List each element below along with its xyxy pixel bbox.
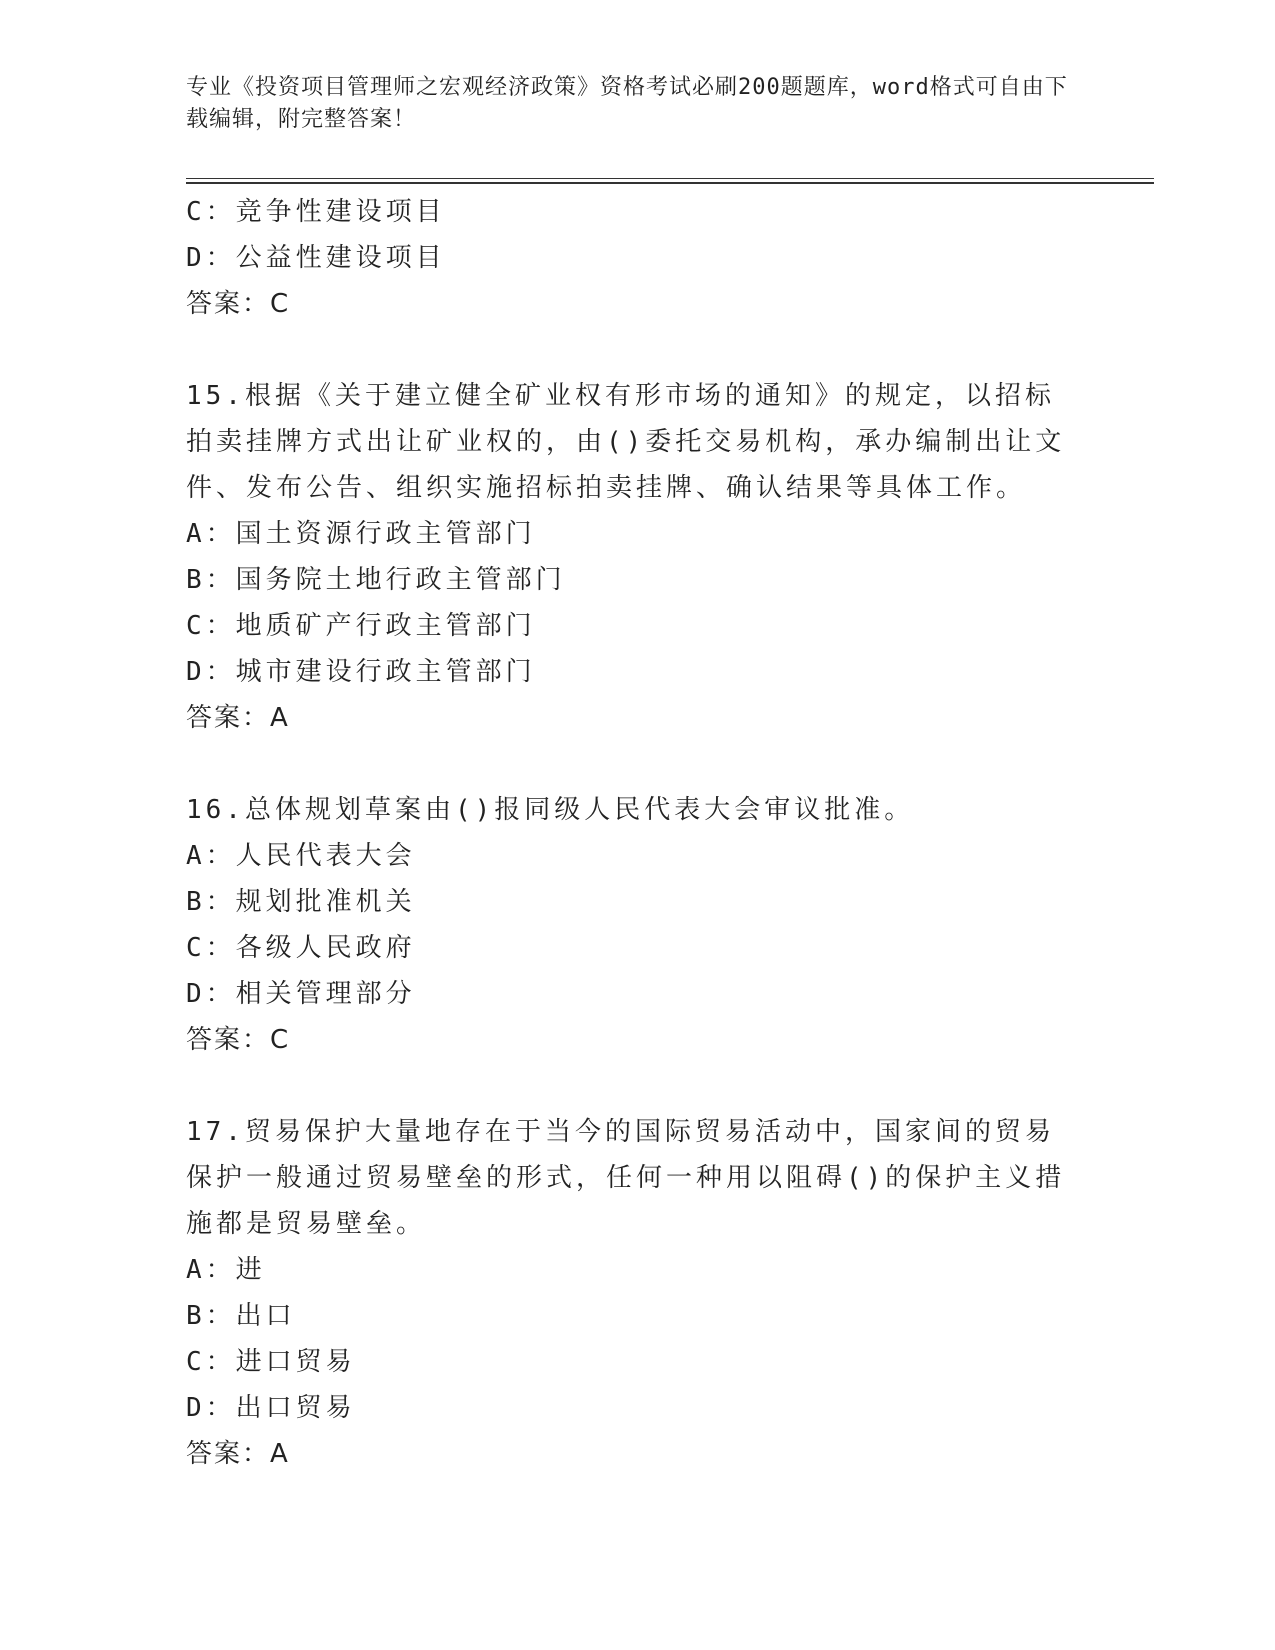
option-d: D：公益性建设项目 (186, 243, 446, 273)
header-divider-thin (186, 178, 1154, 179)
option-a: A：进 (186, 1255, 266, 1285)
option-d: D：相关管理部分 (186, 979, 416, 1009)
question-text: 16.总体规划草案由()报同级人民代表大会审议批准。 (186, 795, 915, 825)
option-c: C：地质矿产行政主管部门 (186, 611, 536, 641)
answer-line: 答案：C (186, 289, 291, 319)
option-b: B：国务院土地行政主管部门 (186, 565, 566, 595)
option-b: B：出口 (186, 1301, 296, 1331)
carryover-block (186, 189, 1086, 327)
option-c: C：竞争性建设项目 (186, 197, 446, 227)
question-text: 17.贸易保护大量地存在于当今的国际贸易活动中，国家间的贸易保护一般通过贸易壁垒的形式，任何一种用以阻碍()的保护主义措施都是贸易壁垒。 (186, 1117, 1066, 1239)
question-15 (186, 373, 1086, 741)
option-a: A：人民代表大会 (186, 841, 416, 871)
question-list (186, 189, 1086, 1477)
option-c: C：各级人民政府 (186, 933, 416, 963)
question-17 (186, 1109, 1086, 1477)
option-c: C：进口贸易 (186, 1347, 356, 1377)
document-header: 专业《投资项目管理师之宏观经济政策》资格考试必刷200题题库，word格式可自由下载编辑，附完整答案！ (186, 75, 1068, 132)
question-text: 15.根据《关于建立健全矿业权有形市场的通知》的规定，以招标拍卖挂牌方式出让矿业权的，由()委托交易机构，承办编制出让文件、发布公告、组织实施招标拍卖挂牌、确认结果等具体工作。 (186, 381, 1066, 503)
header-divider-thick (186, 182, 1154, 184)
answer-line: 答案：C (186, 1025, 291, 1055)
option-b: B：规划批准机关 (186, 887, 416, 917)
answer-line: 答案：A (186, 703, 290, 733)
option-a: A：国土资源行政主管部门 (186, 519, 536, 549)
option-d: D：出口贸易 (186, 1393, 356, 1423)
option-d: D：城市建设行政主管部门 (186, 657, 536, 687)
answer-line: 答案：A (186, 1439, 290, 1469)
question-16 (186, 787, 1086, 1063)
